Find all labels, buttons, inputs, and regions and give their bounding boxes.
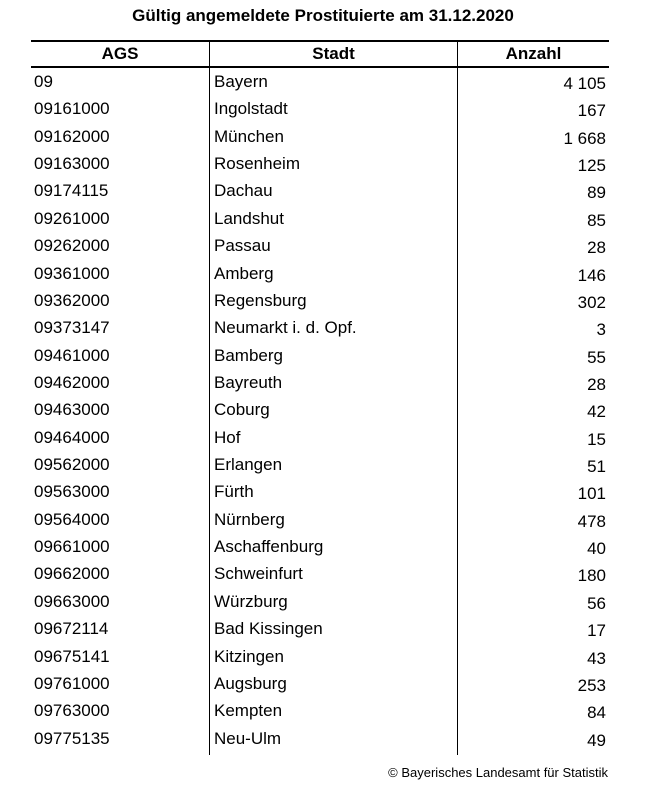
cell-stadt: Kitzingen [209, 643, 457, 670]
cell-anzahl: 49 [457, 725, 609, 755]
cell-ags: 09262000 [34, 236, 110, 256]
cell-ags: 09675141 [34, 646, 110, 666]
cell-stadt: Coburg [209, 396, 457, 423]
cell-ags: 09373147 [34, 318, 110, 338]
table-row [31, 314, 609, 341]
cell-anzahl: 180 [457, 560, 609, 587]
cell-stadt: München [209, 123, 457, 150]
cell-stadt: Landshut [209, 205, 457, 232]
table-row [31, 232, 609, 259]
cell-ags: 09662000 [34, 564, 110, 584]
data-table [31, 40, 609, 755]
cell-anzahl: 3 [457, 314, 609, 341]
cell-anzahl: 42 [457, 396, 609, 423]
cell-anzahl: 56 [457, 588, 609, 615]
cell-ags: 09763000 [34, 701, 110, 721]
table-row [31, 615, 609, 642]
cell-anzahl: 17 [457, 615, 609, 642]
table-row [31, 396, 609, 423]
table-row [31, 478, 609, 505]
cell-anzahl: 51 [457, 451, 609, 478]
column-header-ags: AGS [101, 44, 139, 63]
cell-ags: 09563000 [34, 482, 110, 502]
column-header-stadt: Stadt [209, 42, 457, 66]
cell-anzahl: 55 [457, 342, 609, 369]
table-row [31, 424, 609, 451]
table-row [31, 287, 609, 314]
cell-stadt: Dachau [209, 177, 457, 204]
table-row [31, 560, 609, 587]
cell-stadt: Neumarkt i. d. Opf. [209, 314, 457, 341]
cell-ags: 09462000 [34, 372, 110, 392]
cell-stadt: Erlangen [209, 451, 457, 478]
table-row [31, 68, 609, 95]
cell-stadt: Schweinfurt [209, 560, 457, 587]
table-row [31, 205, 609, 232]
table-row [31, 150, 609, 177]
cell-stadt: Kempten [209, 697, 457, 724]
cell-stadt: Amberg [209, 260, 457, 287]
cell-anzahl: 40 [457, 533, 609, 560]
cell-anzahl: 478 [457, 506, 609, 533]
cell-anzahl: 101 [457, 478, 609, 505]
table-body [31, 68, 609, 755]
cell-stadt: Augsburg [209, 670, 457, 697]
table-row [31, 95, 609, 122]
table-row [31, 369, 609, 396]
cell-stadt: Rosenheim [209, 150, 457, 177]
table-row [31, 697, 609, 724]
cell-ags: 09663000 [34, 591, 110, 611]
cell-ags: 09163000 [34, 154, 110, 174]
cell-stadt: Bayern [209, 68, 457, 95]
cell-anzahl: 253 [457, 670, 609, 697]
table-row [31, 725, 609, 755]
cell-anzahl: 85 [457, 205, 609, 232]
cell-anzahl: 89 [457, 177, 609, 204]
table-row [31, 643, 609, 670]
cell-stadt: Passau [209, 232, 457, 259]
cell-stadt: Hof [209, 424, 457, 451]
cell-anzahl: 84 [457, 697, 609, 724]
cell-stadt: Würzburg [209, 588, 457, 615]
cell-ags: 09162000 [34, 126, 110, 146]
cell-stadt: Bad Kissingen [209, 615, 457, 642]
table-row [31, 260, 609, 287]
table-row [31, 123, 609, 150]
cell-ags: 09775135 [34, 728, 110, 748]
cell-ags: 09361000 [34, 263, 110, 283]
cell-stadt: Neu-Ulm [209, 725, 457, 755]
cell-anzahl: 302 [457, 287, 609, 314]
cell-ags: 09362000 [34, 290, 110, 310]
cell-ags: 09761000 [34, 673, 110, 693]
cell-anzahl: 167 [457, 95, 609, 122]
cell-stadt: Bayreuth [209, 369, 457, 396]
table-row [31, 670, 609, 697]
cell-ags: 09464000 [34, 427, 110, 447]
cell-ags: 09161000 [34, 99, 110, 119]
cell-anzahl: 43 [457, 643, 609, 670]
cell-anzahl: 1 668 [457, 123, 609, 150]
cell-anzahl: 15 [457, 424, 609, 451]
table-row [31, 588, 609, 615]
cell-anzahl: 146 [457, 260, 609, 287]
table-row [31, 451, 609, 478]
copyright-note: © Bayerisches Landesamt für Statistik [388, 765, 608, 780]
cell-ags: 09562000 [34, 455, 110, 475]
cell-stadt: Nürnberg [209, 506, 457, 533]
cell-stadt: Fürth [209, 478, 457, 505]
cell-stadt: Aschaffenburg [209, 533, 457, 560]
cell-anzahl: 4 105 [457, 68, 609, 95]
page-title: Gültig angemeldete Prostituierte am 31.12.2020 [132, 6, 514, 25]
cell-ags: 09461000 [34, 345, 110, 365]
cell-anzahl: 125 [457, 150, 609, 177]
table-row [31, 506, 609, 533]
column-header-anzahl: Anzahl [457, 42, 609, 66]
cell-ags: 09174115 [34, 181, 109, 201]
cell-stadt: Bamberg [209, 342, 457, 369]
table-row [31, 533, 609, 560]
cell-ags: 09 [34, 72, 53, 91]
cell-ags: 09261000 [34, 208, 110, 228]
table-row [31, 177, 609, 204]
cell-ags: 09661000 [34, 537, 110, 557]
cell-ags: 09463000 [34, 400, 110, 420]
cell-ags: 09564000 [34, 509, 110, 529]
cell-ags: 09672114 [34, 619, 109, 639]
cell-stadt: Regensburg [209, 287, 457, 314]
cell-anzahl: 28 [457, 232, 609, 259]
table-row [31, 342, 609, 369]
cell-anzahl: 28 [457, 369, 609, 396]
table-header [31, 42, 609, 68]
cell-stadt: Ingolstadt [209, 95, 457, 122]
